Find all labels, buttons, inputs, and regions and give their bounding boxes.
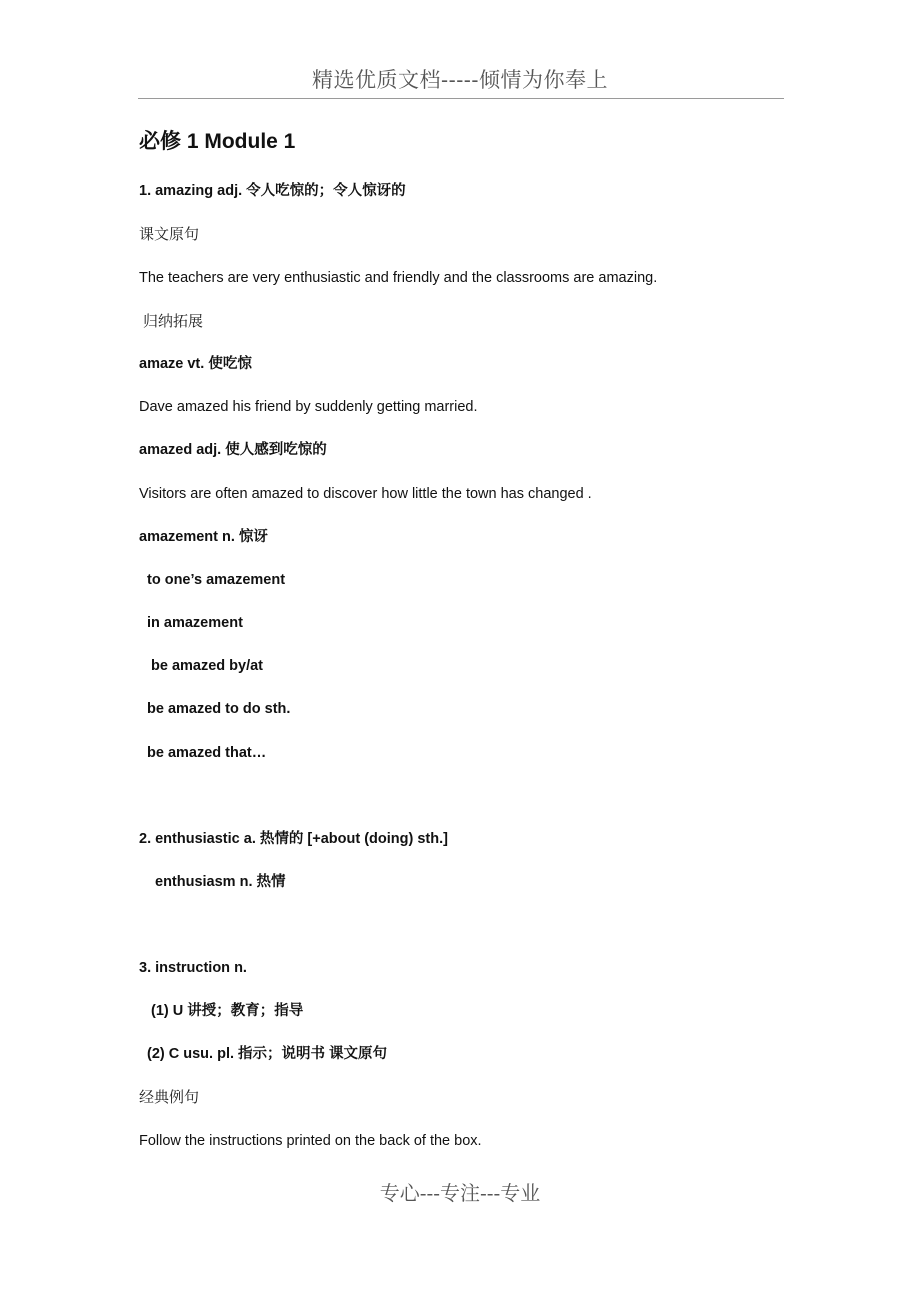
phrase-item: in amazement bbox=[147, 615, 243, 631]
example-sentence: Follow the instructions printed on the back of the box. bbox=[139, 1133, 482, 1149]
sense-item: (1) U 讲授；教育；指导 bbox=[151, 1003, 304, 1019]
page-footer: 专心---专注---专业 bbox=[379, 1181, 541, 1205]
vocab-entry-amazement: amazement n. 惊讶 bbox=[139, 529, 268, 545]
vocab-entry-amazed: amazed adj. 使人感到吃惊的 bbox=[139, 442, 327, 458]
section-label-expansion: 归纳拓展 bbox=[143, 312, 204, 330]
phrase-item: be amazed to do sth. bbox=[147, 701, 291, 717]
example-sentence: Dave amazed his friend by suddenly getting married. bbox=[139, 399, 478, 415]
vocab-entry-enthusiastic: 2. enthusiastic a. 热情的 [+about (doing) sth.] bbox=[139, 831, 448, 847]
example-sentence: The teachers are very enthusiastic and friendly and the classrooms are amazing. bbox=[139, 270, 658, 286]
phrase-item: be amazed that… bbox=[147, 745, 267, 761]
document-title: 必修 1 Module 1 bbox=[139, 130, 296, 153]
vocab-entry-amaze: amaze vt. 使吃惊 bbox=[139, 356, 252, 372]
header-rule bbox=[138, 98, 784, 99]
vocab-entry-amazing: 1. amazing adj. 令人吃惊的；令人惊讶的 bbox=[139, 183, 406, 199]
vocab-entry-instruction: 3. instruction n. bbox=[139, 960, 247, 976]
phrase-item: to one’s amazement bbox=[147, 572, 286, 588]
sense-item: (2) C usu. pl. 指示；说明书 课文原句 bbox=[147, 1046, 388, 1062]
vocab-entry-enthusiasm: enthusiasm n. 热情 bbox=[155, 874, 286, 890]
example-sentence: Visitors are often amazed to discover how little the town has changed . bbox=[139, 486, 592, 502]
section-label-classic-example: 经典例句 bbox=[139, 1088, 200, 1106]
section-label-text-sentence: 课文原句 bbox=[139, 225, 200, 243]
phrase-item: be amazed by/at bbox=[151, 658, 264, 674]
page-header: 精选优质文档-----倾情为你奉上 bbox=[312, 68, 608, 92]
